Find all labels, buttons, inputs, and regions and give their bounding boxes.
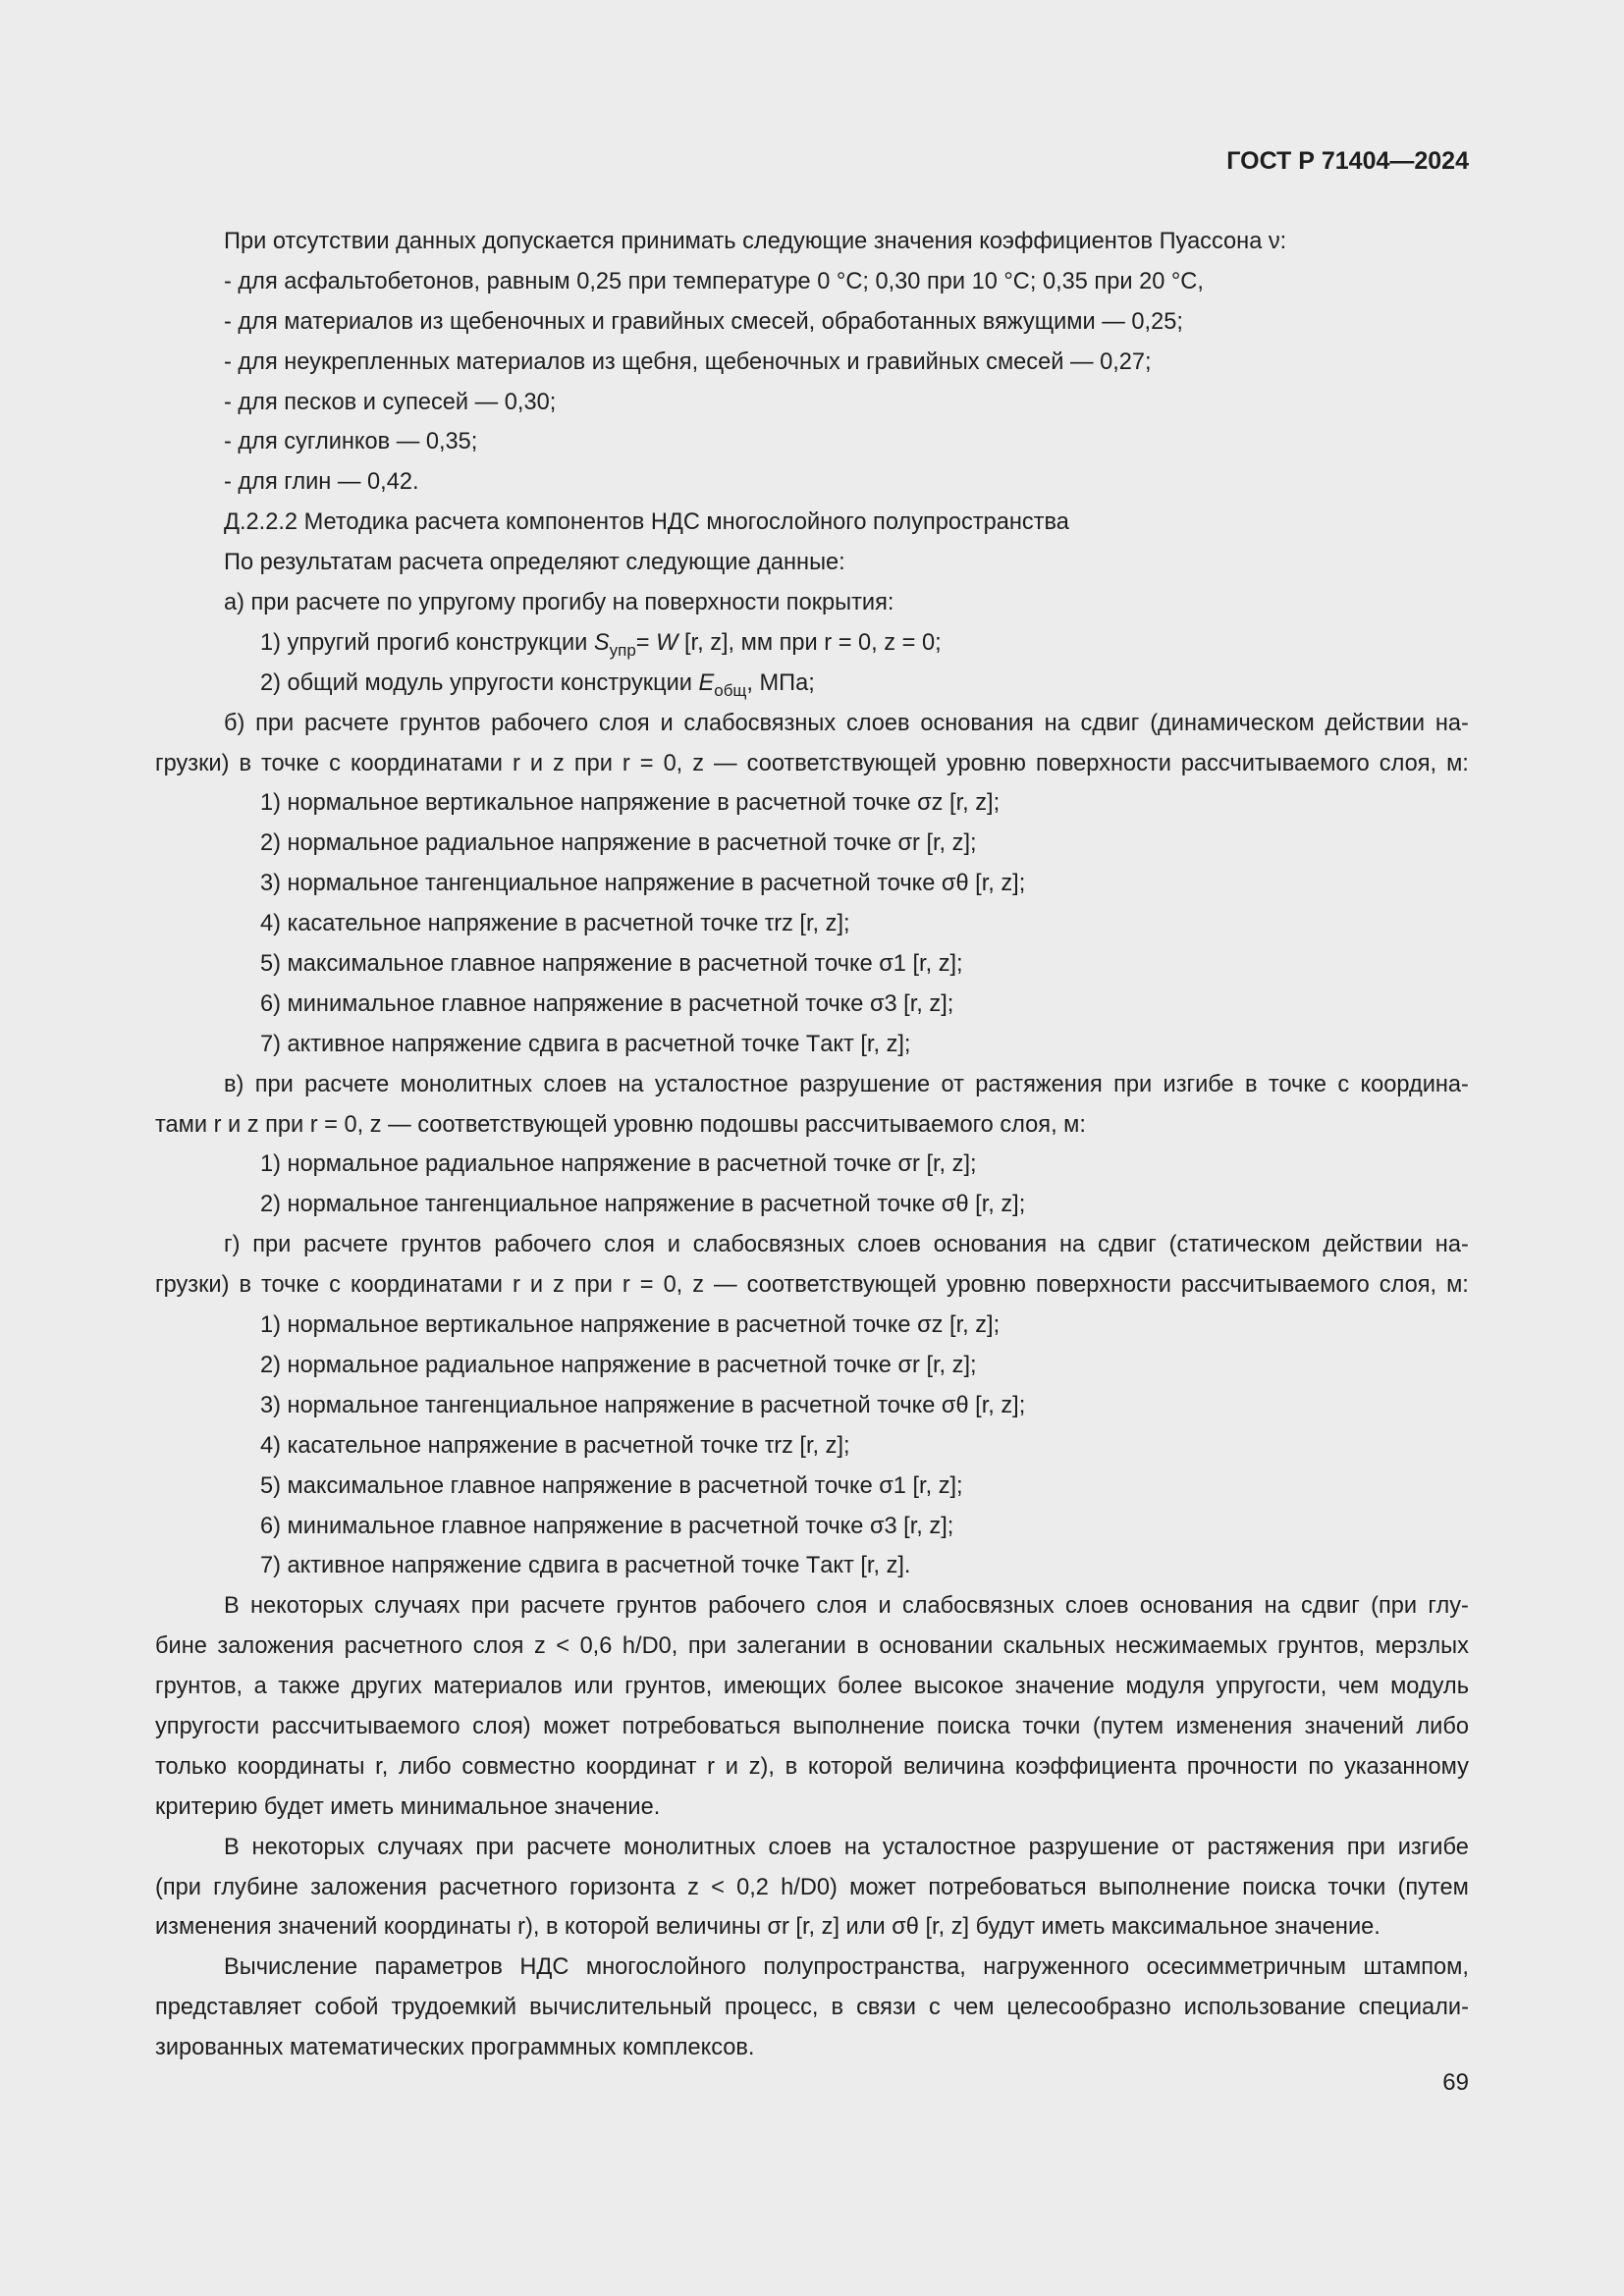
word: м: [1446, 1272, 1469, 1299]
word: грунтов, [1277, 1633, 1366, 1660]
word: = [639, 1272, 654, 1299]
word: некоторых [250, 1593, 363, 1620]
word: величина [902, 1753, 1005, 1780]
section-heading: Д.2.2.2 Методика расчета компонентов НДС многослойного полупространства [224, 509, 1069, 536]
word: на [1044, 710, 1070, 736]
word: при [1113, 1071, 1153, 1097]
word: r [622, 1272, 630, 1299]
word: также [278, 1674, 341, 1700]
paragraph-line: изменения значений координаты r), в которой величины σr [r, z] или σθ [r, z] будут иметь максимальное значение. [155, 1914, 1380, 1941]
word: совместно [461, 1753, 575, 1780]
paragraph-line [155, 1586, 1469, 1627]
word: координатами [350, 750, 503, 776]
word: точке [260, 750, 320, 776]
word: и [725, 1753, 738, 1780]
word: на [843, 1834, 871, 1860]
word: с [928, 1995, 941, 2021]
word: высокое [913, 1674, 1004, 1700]
word: рассчитываемого [1180, 750, 1370, 776]
word: г) [224, 1232, 241, 1258]
word: скальных [1002, 1633, 1106, 1660]
word: НДС [519, 1954, 569, 1981]
list-item: 5) максимальное главное напряжение в расчетной точке σ1 [r, z]; [260, 1472, 963, 1499]
word: координатами [350, 1272, 503, 1299]
paragraph-line [155, 1667, 1469, 1707]
text-line: - для материалов из щебеночных и гравийных смесей, обработанных вяжущими — 0,25; [224, 308, 1183, 335]
list-item: 2) общий модуль упругости конструкции $E_{общ}$, МПа; [260, 669, 815, 700]
text-line: - для глин — 0,42. [224, 469, 419, 496]
text-line: - для песков и супесей — 0,30; [224, 389, 557, 415]
word: слоя) [472, 1713, 531, 1739]
word: случаях [377, 1834, 463, 1860]
word: штампом, [1363, 1954, 1469, 1981]
word: на- [1435, 1232, 1469, 1258]
word: случаях [374, 1593, 460, 1620]
paragraph-line [155, 1868, 1469, 1908]
word: значение [1014, 1674, 1114, 1700]
page-number: 69 [1442, 2069, 1469, 2096]
word: основания [920, 710, 1034, 736]
word: усталостное [882, 1834, 1016, 1860]
list-item: а) при расчете по упругому прогибу на поверхности покрытия: [224, 590, 894, 616]
word: действии [1325, 710, 1426, 736]
word: (путем [1092, 1713, 1164, 1739]
word: указанному [1343, 1753, 1469, 1780]
word: r, [375, 1753, 389, 1780]
list-item: 2) нормальное тангенциальное напряжение в расчетной точке σθ [r, z]; [260, 1192, 1026, 1218]
word: основании [879, 1633, 994, 1660]
word: в [856, 1633, 869, 1660]
word: параметров [374, 1954, 503, 1981]
word: может [543, 1713, 611, 1739]
word: собой [314, 1995, 379, 2021]
list-item: 1) нормальное вертикальное напряжение в расчетной точке σz [r, z]; [260, 790, 1001, 817]
list-item: 6) минимальное главное напряжение в расчетной точке σ3 [r, z]; [260, 990, 954, 1017]
word: залегании [736, 1633, 846, 1660]
word: расчете [304, 1071, 390, 1097]
word: слабосвязных [692, 1232, 845, 1258]
paragraph-line: зированных математических программных комплексов. [155, 2035, 755, 2061]
word: с [329, 750, 341, 776]
text-line: тами r и z при r = 0, z — соответствующей уровню подошвы рассчитываемого слоя, м: [155, 1111, 1086, 1138]
word: использование [1183, 1995, 1346, 2021]
word: от [941, 1071, 964, 1097]
list-item: 3) нормальное тангенциальное напряжение в расчетной точке σθ [r, z]; [260, 871, 1026, 897]
word: нагруженного [983, 1954, 1130, 1981]
list-item: 2) нормальное радиальное напряжение в расчетной точке σr [r, z]; [260, 1352, 977, 1378]
word: соответствующей [746, 750, 937, 776]
document-header: ГОСТ Р 71404—2024 [1226, 147, 1469, 175]
word: z [692, 1272, 705, 1299]
word: z [687, 1874, 699, 1900]
word: слоя [604, 1232, 655, 1258]
word: в [831, 1995, 844, 2021]
word: грунтов [399, 710, 481, 736]
paragraph-line [155, 1747, 1469, 1788]
word: выполнение [792, 1713, 925, 1739]
word: в [1245, 1071, 1258, 1097]
word: z [553, 750, 565, 776]
word: основания [1139, 1593, 1254, 1620]
word: расчете [304, 710, 390, 736]
word: z [533, 1633, 546, 1660]
word: слоев [1064, 1593, 1129, 1620]
word: 0,2 [736, 1874, 769, 1900]
word: изгибе [1163, 1071, 1234, 1097]
word: уровню [946, 1272, 1026, 1299]
word: чем [1337, 1674, 1380, 1700]
paragraph-line [155, 1828, 1469, 1868]
word: б) [224, 710, 245, 736]
word: специали- [1358, 1995, 1469, 2021]
list-item: 1) упругий прогиб конструкции $S_{упр}= W$ [r, z], мм при r = 0, z = 0; [260, 629, 942, 660]
word: может [849, 1874, 917, 1900]
word: глу- [1428, 1593, 1469, 1620]
word: h/D0, [622, 1633, 678, 1660]
word: z [692, 750, 705, 776]
word: при [573, 1272, 613, 1299]
word: грунтов, [155, 1674, 244, 1700]
word: и [529, 1272, 544, 1299]
word: r [707, 1753, 716, 1780]
word: рабочего [491, 710, 589, 736]
word: грузки) [155, 750, 230, 776]
word: представляет [155, 1995, 302, 2021]
word: — [714, 1272, 737, 1299]
word: r [513, 1272, 520, 1299]
word: мерзлых [1375, 1633, 1469, 1660]
word: В [224, 1593, 240, 1620]
word: расчетного [344, 1633, 463, 1660]
word: слоя [816, 1593, 868, 1620]
word: потребоваться [928, 1874, 1087, 1900]
list-item: 2) нормальное радиальное напряжение в расчетной точке σr [r, z]; [260, 830, 977, 857]
word: грузки) [155, 1272, 230, 1299]
word: чем [952, 1995, 995, 2021]
text-line [155, 704, 1469, 744]
word: поиска [937, 1713, 1010, 1739]
word: либо [399, 1753, 452, 1780]
word: рассчитываемого [271, 1713, 460, 1739]
text-line: - для неукрепленных материалов из щебня, щебеночных и гравийных смесей — 0,27; [224, 348, 1152, 375]
word: сдвиг [1097, 1232, 1157, 1258]
word: рассчитываемого [1180, 1272, 1370, 1299]
list-item: 4) касательное напряжение в расчетной точке τrz [r, z]; [260, 1432, 850, 1459]
word: изменения [1175, 1713, 1293, 1739]
word: упругости [155, 1713, 260, 1739]
word: в [239, 1272, 251, 1299]
word: на [1058, 1232, 1086, 1258]
word: разрушение [799, 1071, 931, 1097]
word: многослойного [585, 1954, 746, 1981]
word: — [714, 750, 737, 776]
word: рабочего [708, 1593, 806, 1620]
word: упругости, [1216, 1674, 1327, 1700]
word: некоторых [251, 1834, 365, 1860]
paragraph-line: критерию будет иметь минимальное значение. [155, 1793, 661, 1820]
word: соответствующей [746, 1272, 937, 1299]
word: при [254, 1071, 294, 1097]
word: связи [856, 1995, 916, 2021]
word: монолитных [400, 1071, 533, 1097]
text-line: - для асфальтобетонов, равным 0,25 при температуре 0 °С; 0,30 при 10 °С; 0,35 при 20 °С, [224, 268, 1204, 294]
word: Вычисление [224, 1954, 358, 1981]
word: < [556, 1633, 570, 1660]
word: на [618, 1071, 644, 1097]
word: а [253, 1674, 267, 1700]
word: которой [807, 1753, 893, 1780]
word: (при [1371, 1593, 1418, 1620]
word: слоев [543, 1071, 608, 1097]
word: трудоемкий [391, 1995, 517, 2021]
word: 0,6 [579, 1633, 613, 1660]
word: при [573, 750, 613, 776]
text-line [155, 1225, 1469, 1265]
word: с [329, 1272, 341, 1299]
word: точки [1022, 1713, 1081, 1739]
word: В [224, 1834, 240, 1860]
word: прочности [1186, 1753, 1298, 1780]
word: слоя, [1379, 750, 1437, 776]
word: слоя [598, 710, 650, 736]
word: изгибе [1397, 1834, 1469, 1860]
word: имеющих [723, 1674, 827, 1700]
word: грунтов, [624, 1674, 713, 1700]
paragraph-line [155, 1988, 1469, 2028]
word: расчете [303, 1232, 389, 1258]
word: при [252, 1232, 292, 1258]
word: r [622, 750, 630, 776]
word: слабосвязных [901, 1593, 1055, 1620]
word: значений [1304, 1713, 1404, 1739]
paragraph-line [155, 1948, 1469, 1988]
text-line: При отсутствии данных допускается принимать следующие значения коэффициентов Пуассона ν: [224, 229, 1287, 254]
text-line: - для суглинков — 0,35; [224, 429, 478, 455]
word: и [667, 1232, 680, 1258]
word: < [711, 1874, 725, 1900]
word: потребоваться [622, 1713, 781, 1739]
word: z), [748, 1753, 775, 1780]
word: z [553, 1272, 565, 1299]
word: выполнение [1098, 1874, 1231, 1900]
list-item: 7) активное напряжение сдвига в расчетной точке Tакт [r, z]; [260, 1031, 911, 1057]
word: в) [224, 1071, 244, 1097]
word: растяжения [1207, 1834, 1335, 1860]
word: слоев [845, 710, 910, 736]
word: или [573, 1674, 614, 1700]
word: полупространства, [763, 1954, 966, 1981]
word: при [1346, 1834, 1385, 1860]
list-item: 1) нормальное радиальное напряжение в расчетной точке σr [r, z]; [260, 1151, 977, 1178]
word: 0, [663, 750, 683, 776]
word: от [1171, 1834, 1195, 1860]
word: в [785, 1753, 798, 1780]
word: разрушение [1028, 1834, 1160, 1860]
word: (динамическом [1150, 710, 1315, 736]
word: осесимметричным [1146, 1954, 1347, 1981]
text-line [155, 1265, 1469, 1306]
word: других [351, 1674, 422, 1700]
word: грунтов [616, 1593, 697, 1620]
word: горизонта [568, 1874, 676, 1900]
word: только [155, 1753, 227, 1780]
word: слоев [857, 1232, 921, 1258]
word: в [239, 750, 251, 776]
word: с [1337, 1071, 1350, 1097]
word: монолитных [623, 1834, 756, 1860]
word: слабосвязных [683, 710, 837, 736]
word: 0, [663, 1272, 683, 1299]
word: на [1264, 1593, 1290, 1620]
word: поверхности [1036, 1272, 1171, 1299]
word: (путем [1397, 1874, 1469, 1900]
word: несжимаемых [1114, 1633, 1268, 1660]
word: процесс, [724, 1995, 819, 2021]
word: сдвиг [1080, 710, 1140, 736]
word: точке [1268, 1071, 1327, 1097]
word: точки [1327, 1874, 1386, 1900]
word: на- [1435, 710, 1469, 736]
word: целесообразно [1006, 1995, 1171, 2021]
word: расчете [526, 1834, 612, 1860]
list-item: 7) активное напряжение сдвига в расчетной точке Tакт [r, z]. [260, 1553, 911, 1579]
word: усталостное [654, 1071, 788, 1097]
word: поверхности [1036, 750, 1171, 776]
word: более [837, 1674, 903, 1700]
word: растяжения [975, 1071, 1103, 1097]
word: м: [1446, 750, 1469, 776]
list-item: 5) максимальное главное напряжение в расчетной точке σ1 [r, z]; [260, 951, 963, 978]
word: и [660, 710, 674, 736]
word: модуля [1125, 1674, 1205, 1700]
list-item: 3) нормальное тангенциальное напряжение в расчетной точке σθ [r, z]; [260, 1392, 1026, 1418]
word: при [470, 1593, 510, 1620]
word: при [687, 1633, 727, 1660]
paragraph-line [155, 1627, 1469, 1667]
word: слоя [472, 1633, 524, 1660]
word: глубине [213, 1874, 298, 1900]
page-content [155, 222, 1469, 2068]
word: рабочего [494, 1232, 592, 1258]
word: (при [155, 1874, 201, 1900]
word: модуль [1390, 1674, 1469, 1700]
text-line [155, 744, 1469, 784]
word: заложения [217, 1633, 335, 1660]
word: коэффициента [1014, 1753, 1177, 1780]
word: заложения [310, 1874, 427, 1900]
word: расчетного [439, 1874, 558, 1900]
word: расчете [520, 1593, 606, 1620]
word: координа- [1360, 1071, 1469, 1097]
word: грунтов [401, 1232, 482, 1258]
word: по [1308, 1753, 1334, 1780]
word: слоев [768, 1834, 833, 1860]
word: бине [155, 1633, 207, 1660]
paragraph-line [155, 1707, 1469, 1747]
list-item: 1) нормальное вертикальное напряжение в расчетной точке σz [r, z]; [260, 1312, 1001, 1339]
word: действии [1323, 1232, 1423, 1258]
word: уровню [946, 750, 1026, 776]
list-item: 6) минимальное главное напряжение в расчетной точке σ3 [r, z]; [260, 1513, 954, 1539]
word: точке [260, 1272, 320, 1299]
word: либо [1416, 1713, 1469, 1739]
word: сдвиг [1301, 1593, 1360, 1620]
word: при [475, 1834, 514, 1860]
word: при [255, 710, 295, 736]
word: (статическом [1168, 1232, 1311, 1258]
word: вычислительный [529, 1995, 712, 2021]
word: = [639, 750, 654, 776]
word: координат [585, 1753, 697, 1780]
word: основания [933, 1232, 1048, 1258]
word: координаты [237, 1753, 365, 1780]
word: поиска [1242, 1874, 1317, 1900]
word: и [529, 750, 544, 776]
word: r [513, 750, 520, 776]
text-line: По результатам расчета определяют следующие данные: [224, 550, 845, 576]
text-line [155, 1065, 1469, 1105]
word: и [878, 1593, 892, 1620]
word: материалов [433, 1674, 563, 1700]
list-item: 4) касательное напряжение в расчетной точке τrz [r, z]; [260, 911, 850, 937]
word: слоя, [1379, 1272, 1437, 1299]
word: h/D0) [781, 1874, 838, 1900]
